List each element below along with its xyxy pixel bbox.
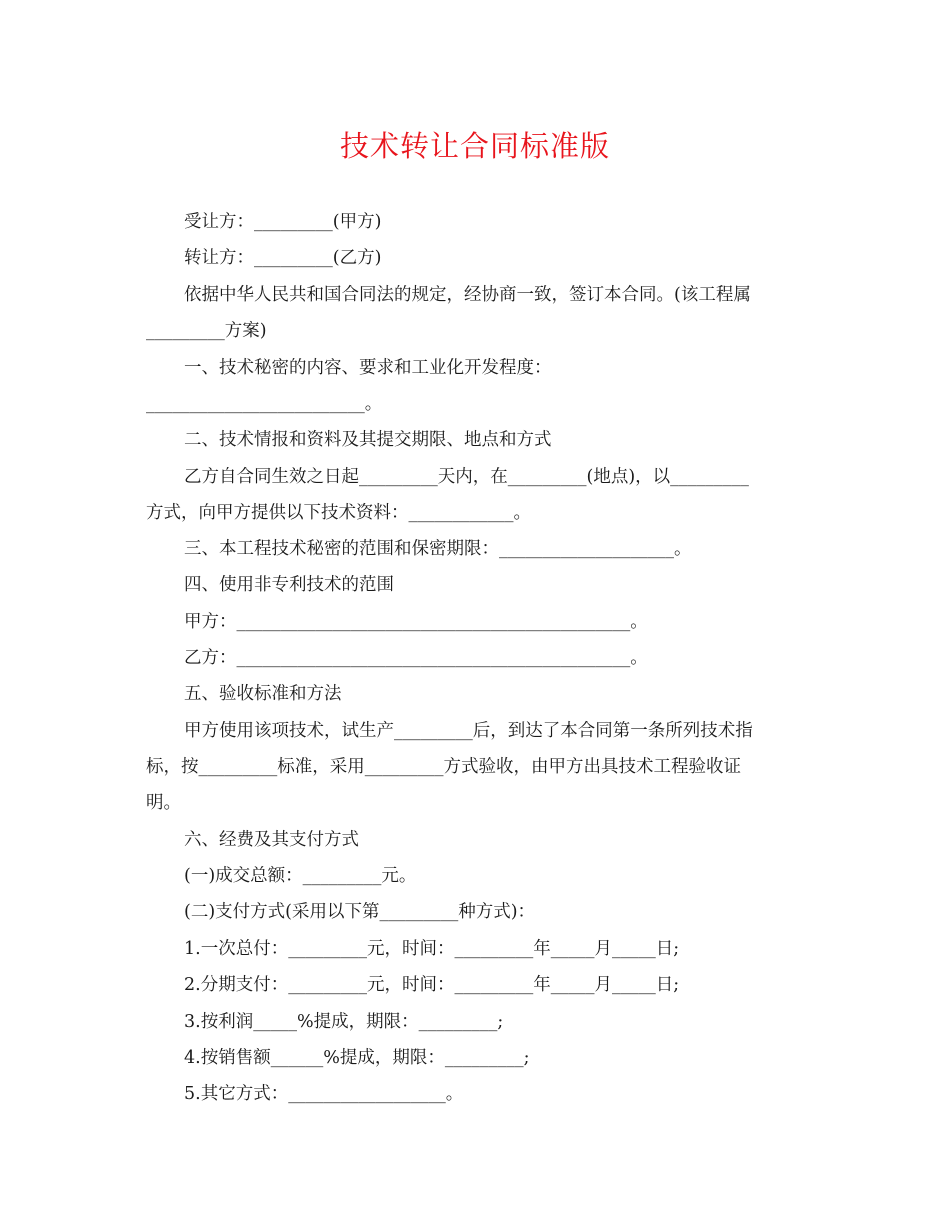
section-heading-2: 二、技术情报和资料及其提交期限、地点和方式 xyxy=(184,430,552,450)
section-heading-6: 六、经费及其支付方式 xyxy=(184,830,359,850)
clause-line-2-a: 乙方自合同生效之日起_________天内，在_________(地点)，以_________ xyxy=(184,467,749,487)
clause-line-2-b: 方式，向甲方提供以下技术资料：____________。 xyxy=(146,503,531,523)
payment-option-3: 3.按利润_____%提成，期限：_________; xyxy=(184,1012,504,1032)
payment-option-1: 1.一次总付：_________元，时间：_________年_____月_____日; xyxy=(184,939,680,959)
clause-line-6-total: (一)成交总额：_________元。 xyxy=(184,866,417,886)
section-heading-4: 四、使用非专利技术的范围 xyxy=(184,575,394,595)
clause-line-assignor: 转让方：_________(乙方) xyxy=(184,248,382,268)
clause-line-5-c: 明。 xyxy=(146,793,181,813)
clause-line-1-blank: _________________________。 xyxy=(146,394,383,414)
document-title: 技术转让合同标准版 xyxy=(339,129,610,163)
clause-line-5-b: 标，按_________标准，采用_________方式验收，由甲方出具技术工程验收证 xyxy=(146,757,741,777)
section-heading-5: 五、验收标准和方法 xyxy=(184,684,342,704)
payment-option-5: 5.其它方式：__________________。 xyxy=(184,1084,464,1104)
clause-line-6-method: (二)支付方式(采用以下第_________种方式)： xyxy=(184,902,536,922)
section-heading-1: 一、技术秘密的内容、要求和工业化开发程度： xyxy=(184,358,552,378)
section-heading-3: 三、本工程技术秘密的范围和保密期限：____________________。 xyxy=(184,539,692,559)
clause-line-5-a: 甲方使用该项技术，试生产_________后，到达了本合同第一条所列技术指 xyxy=(184,721,753,741)
clause-line-4-party-b: 乙方：_____________________________________________。 xyxy=(184,648,648,668)
clause-line-preamble: 依据中华人民共和国合同法的规定，经协商一致，签订本合同。(该工程属 xyxy=(184,285,751,305)
payment-option-2: 2.分期支付：_________元，时间：_________年_____月_____日; xyxy=(184,975,680,995)
clause-line-assignee: 受让方：_________(甲方) xyxy=(184,212,382,232)
clause-line-4-party-a: 甲方：_____________________________________________。 xyxy=(184,612,648,632)
clause-line-preamble-cont: _________方案) xyxy=(146,321,267,341)
payment-option-4: 4.按销售额______%提成，期限：_________; xyxy=(184,1048,530,1068)
